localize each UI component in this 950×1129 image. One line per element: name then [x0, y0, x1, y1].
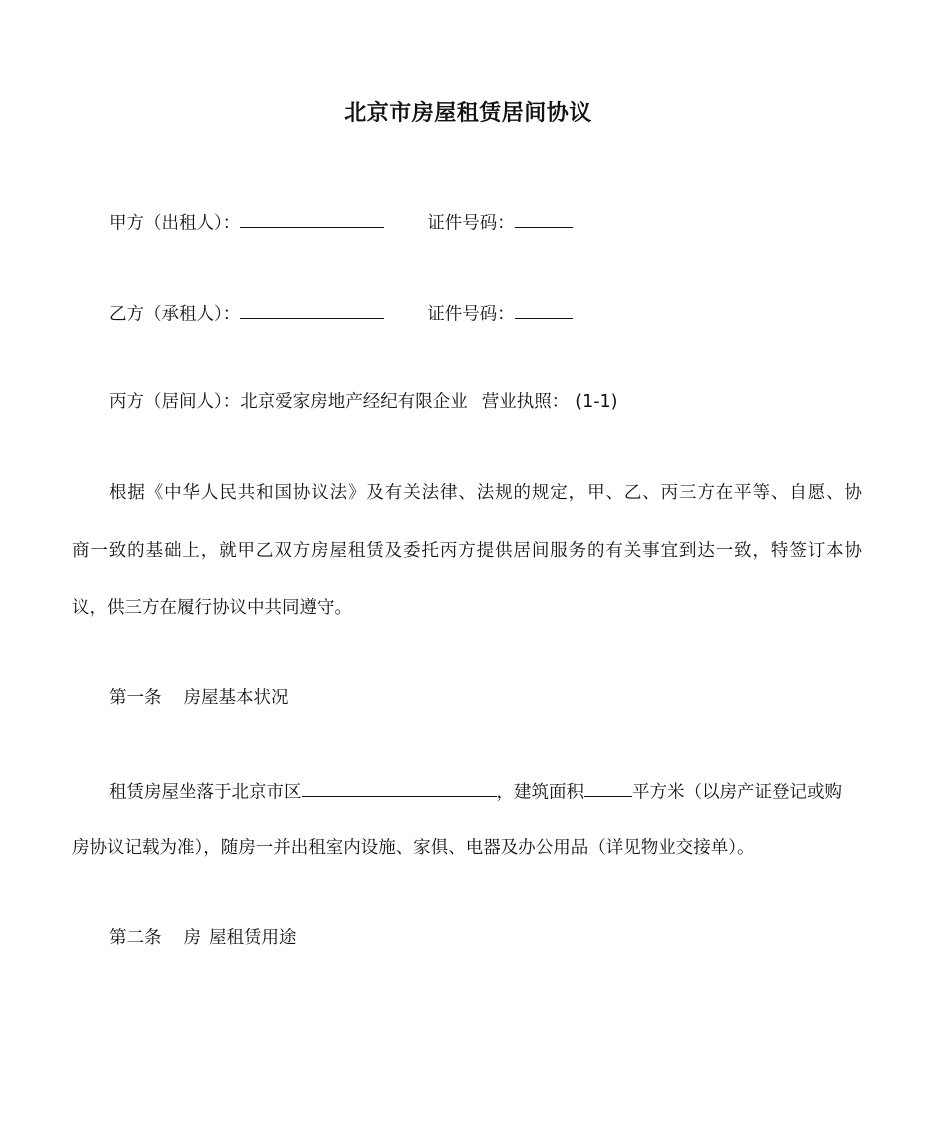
party-b-line [109, 300, 573, 325]
article-1-line-1 [109, 778, 842, 803]
party-c-label: 丙方（居间人）： [109, 392, 241, 412]
article-1-heading [109, 687, 289, 709]
article-2-title-a: 房 [183, 928, 201, 948]
article-2-number: 第二条 [109, 928, 162, 948]
article-1-area-text: ，建筑面积 [496, 782, 584, 803]
party-b-name-blank [240, 300, 384, 319]
article-1-number: 第一条 [109, 688, 162, 708]
party-a-id-label: 证件号码： [427, 213, 515, 234]
article-2-heading [109, 927, 297, 949]
party-b-id-blank [515, 300, 573, 319]
party-c-license-label: 营业执照： [481, 392, 570, 412]
article-1-line-2: 房协议记载为准），随房一并出租室内设施、家俱、电器及办公用品（详见物业交接单）。 [72, 838, 755, 858]
party-a-name-blank [240, 209, 384, 228]
preamble-line-3: 议，供三方在履行协议中共同遵守。 [72, 598, 352, 618]
party-b-id-label: 证件号码： [427, 304, 515, 325]
party-a-id-blank [515, 209, 573, 228]
party-c-line [109, 391, 618, 413]
article-1-location-text: 租赁房屋坐落于北京市区 [109, 782, 302, 803]
article-2-title-b: 屋租赁用途 [209, 928, 297, 948]
area-blank [584, 778, 632, 797]
preamble-line-2: 商一致的基础上，就甲乙双方房屋租赁及委托丙方提供居间服务的有关事宜到达一致，特签订本协 [72, 541, 862, 561]
party-c-name: 北京爱家房地产经纪有限企业 [240, 392, 468, 412]
district-blank [302, 778, 497, 797]
document-title: 北京市房屋租赁居间协议 [344, 101, 592, 126]
party-c-license-value: (1-1) [575, 392, 618, 412]
party-b-label: 乙方（承租人）： [109, 304, 241, 325]
preamble-line-1: 根据《中华人民共和国协议法》及有关法律、法规的规定，甲、乙、丙三方在平等、自愿、协 [109, 483, 862, 503]
party-a-line [109, 209, 573, 234]
party-a-label: 甲方（出租人）： [109, 213, 241, 234]
article-1-title: 房屋基本状况 [183, 688, 289, 708]
article-1-unit-text: 平方米（以房产证登记或购 [632, 782, 842, 803]
